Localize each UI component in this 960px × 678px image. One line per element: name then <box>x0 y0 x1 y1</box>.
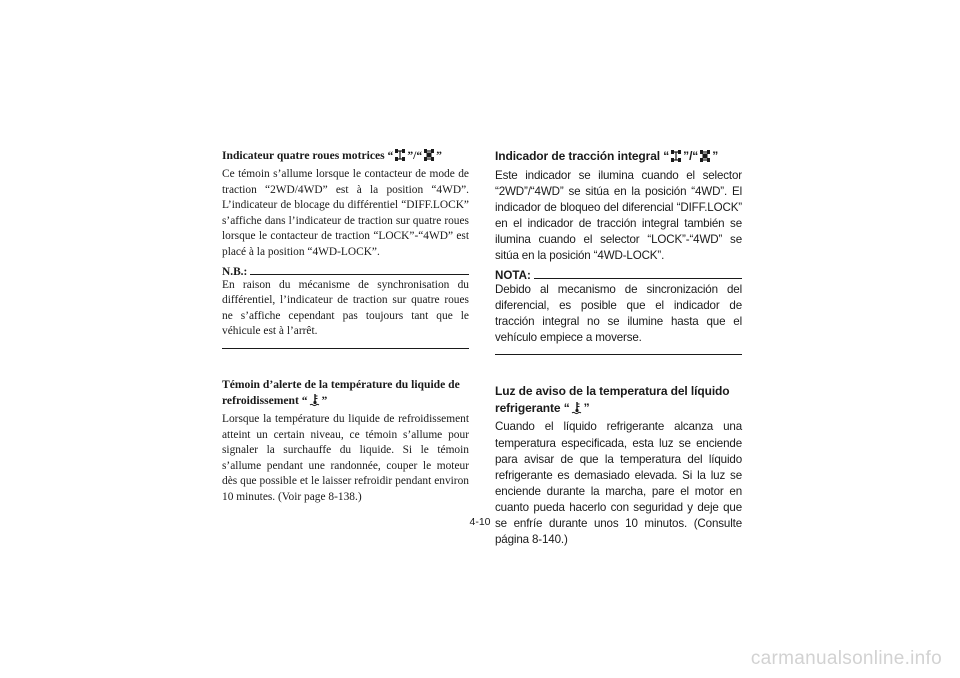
page-number: 4-10 <box>469 516 491 528</box>
es-note-end-rule <box>495 354 742 355</box>
es-heading-coolant <box>495 383 742 416</box>
es-section-4wd-indicator <box>495 148 742 355</box>
fr-section-coolant-warning <box>222 377 469 506</box>
4wd-indicator-icon <box>394 148 406 162</box>
coolant-temperature-icon <box>571 401 583 415</box>
es-heading-4wd <box>495 148 742 165</box>
fr-heading-4wd-sep: ”/“ <box>407 149 423 162</box>
fr-note-text: En raison du mécanisme de synchronisation du différentiel, l’indicateur de traction sur quatre roues ne s’affiche cependant pas toujours tant que le véhicule est à l’arrêt. <box>222 278 469 338</box>
es-body-coolant: Cuando el líquido refrigerante alcanza una temperatura especificada, esta luz se enciende para avisar de que la temperatura del líquido refrigerante es demasiado elevada. Si la luz se enciende durante la marcha, pare el motor en cuanto pueda hacerlo con seguridad y deje que se enfríe durante unos 10 minutos. (Consulte página 8-140.) <box>495 420 742 547</box>
es-note-rule <box>534 278 742 279</box>
es-note-label: NOTA: <box>495 269 531 283</box>
fr-heading-coolant <box>222 377 469 409</box>
fr-note-header <box>222 266 469 278</box>
es-body-4wd: Este indicador se ilumina cuando el selector “2WD”/“4WD” se sitúa en la posición “4WD”. El indicador de bloqueo del diferencial “DIFF.LOCK” en el indicador de tracción integral también se ilumina cuando el selector “LOCK”-“4WD” se sitúa en la posición “4WD-LOCK”. <box>495 168 742 262</box>
fr-note-label: N.B.: <box>222 265 248 278</box>
fr-note-end-rule <box>222 348 469 349</box>
4wd-indicator-icon <box>670 149 682 163</box>
fr-heading-4wd <box>222 148 469 164</box>
fr-heading-4wd-end: ” <box>436 149 442 162</box>
diff-lock-indicator-icon <box>699 149 711 163</box>
diff-lock-indicator-icon <box>423 148 435 162</box>
es-heading-4wd-sep: ”/“ <box>683 149 699 163</box>
french-column <box>222 148 469 506</box>
es-heading-4wd-end: ” <box>712 149 719 163</box>
es-heading-coolant-end: ” <box>583 400 590 415</box>
fr-body-coolant: Lorsque la température du liquide de refroidissement atteint un certain niveau, ce témoin s’allume pour signaler la surchauffe du liquide. Si le témoin s’allume pendant une randonnée, couper le moteur dès que possible et le laisser refroidir pendant environ 10 minutes. (Voir page 8-138.) <box>222 412 469 503</box>
fr-section-4wd-indicator <box>222 148 469 349</box>
watermark: carmanualsonline.info <box>750 648 942 669</box>
es-note-text: Debido al mecanismo de sincronización del diferencial, es posible que el indicador de tracción integral no se ilumine hasta que el vehículo empiece a moverse. <box>495 283 742 345</box>
spanish-column <box>495 148 742 548</box>
fr-heading-coolant-text: Témoin d’alerte de la température du liquide de refroidissement “ <box>222 377 460 407</box>
coolant-temperature-icon <box>309 393 321 407</box>
es-note-header <box>495 269 742 282</box>
es-heading-4wd-text: Indicador de tracción integral “ <box>495 149 670 163</box>
fr-note-rule <box>250 274 469 275</box>
fr-heading-coolant-end: ” <box>321 393 328 407</box>
fr-heading-4wd-text: Indicateur quatre roues motrices “ <box>222 149 394 162</box>
fr-body-4wd: Ce témoin s’allume lorsque le contacteur de mode de traction “2WD/4WD” est à la position “4WD”. L’indicateur de blocage du différentiel “DIFF.LOCK” s’affiche dans l’indicateur de traction sur quatre roues lorsque le contacteur de traction “LOCK”-“4WD” est placé à la position “4WD-LOCK”. <box>222 168 469 258</box>
es-heading-coolant-text: Luz de aviso de la temperatura del líquido refrigerante “ <box>495 384 730 415</box>
